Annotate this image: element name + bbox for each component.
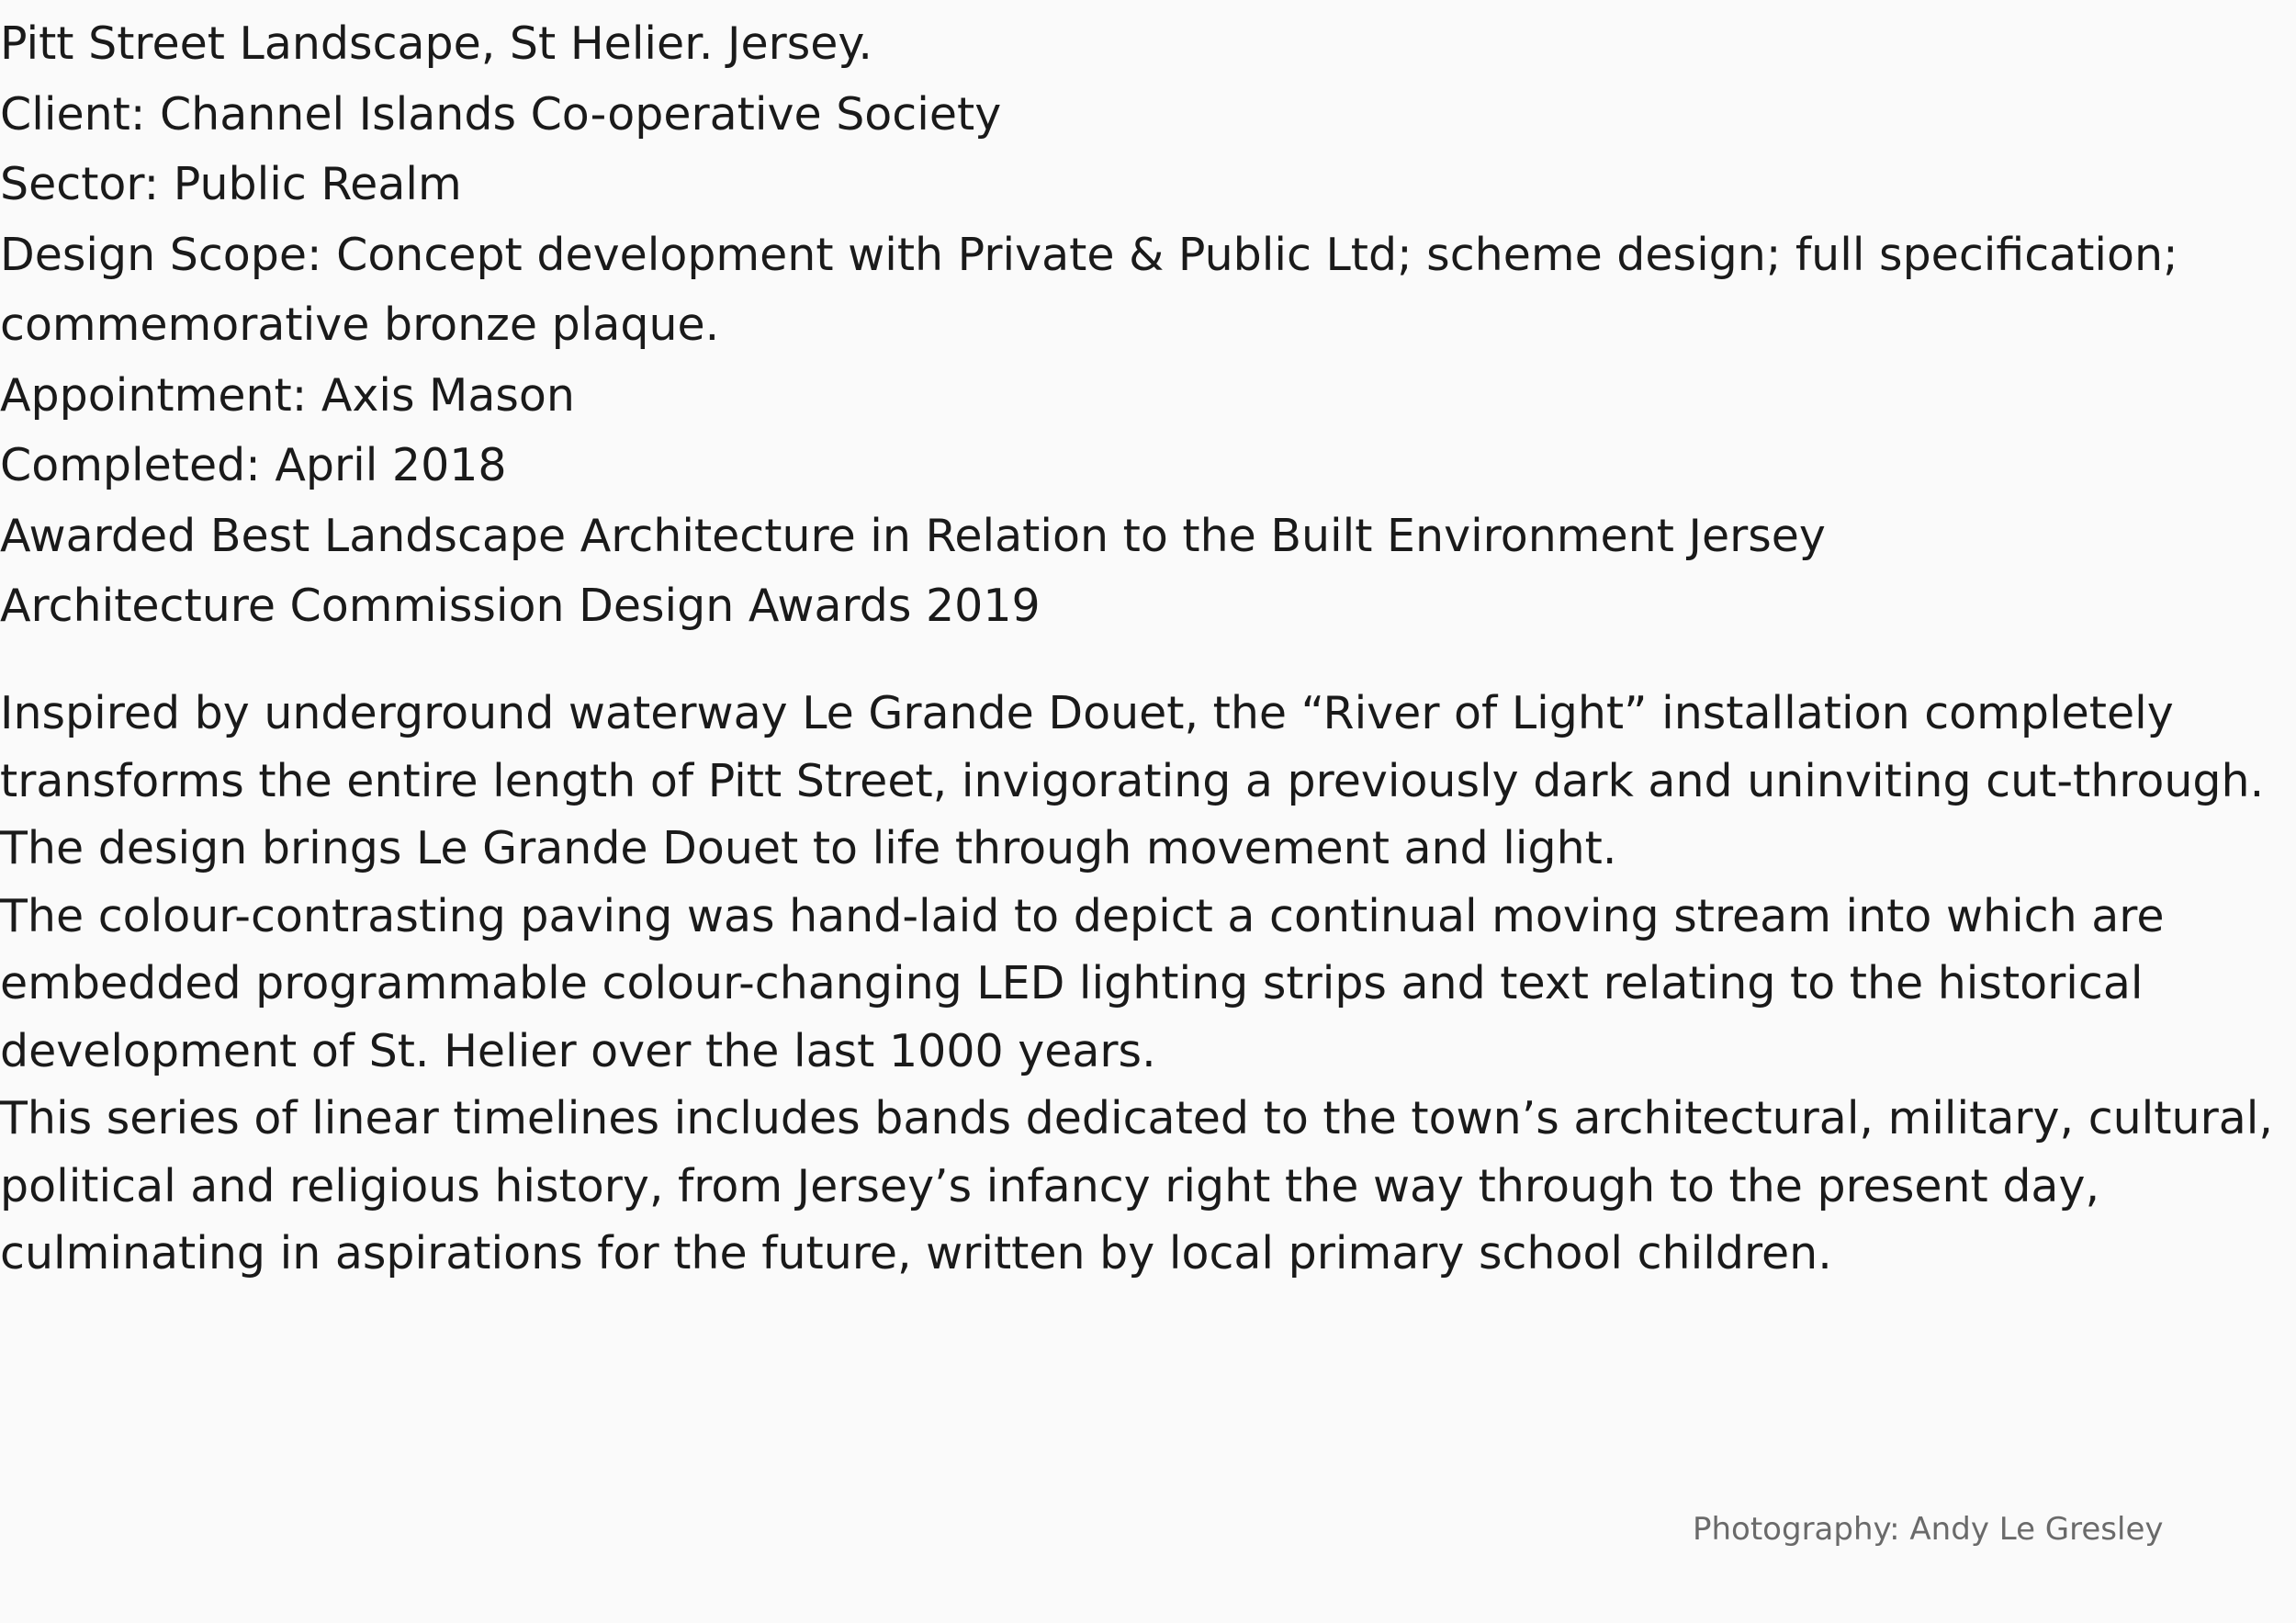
award-line: Awarded Best Landscape Architecture in Relation to the Built Environment Jersey: [0, 509, 1826, 562]
description-line: development of St. Helier over the last 1000 years.: [0, 1024, 1156, 1077]
description-line: transforms the entire length of Pitt Street, invigorating a previously dark and uninviting cut-through.: [0, 754, 2265, 807]
description-line: political and religious history, from Jersey’s infancy right the way through to the present day,: [0, 1159, 2100, 1212]
sector-line: Sector: Public Realm: [0, 158, 462, 210]
appointment-line: Appointment: Axis Mason: [0, 368, 575, 422]
project-title: Pitt Street Landscape, St Helier. Jersey.: [0, 17, 872, 70]
description-line: Inspired by underground waterway Le Grande Douet, the “River of Light” installation completely: [0, 687, 2174, 739]
description-line: embedded programmable colour-changing LED lighting strips and text relating to the historical: [0, 957, 2144, 1009]
description-line: The colour-contrasting paving was hand-laid to depict a continual moving stream into which are: [0, 889, 2165, 942]
completed-line: Completed: April 2018: [0, 439, 507, 491]
description-line: This series of linear timelines includes bands dedicated to the town’s architectural, military, cultural,: [0, 1092, 2273, 1144]
project-details: [0, 9, 2259, 642]
design-scope-line: Design Scope: Concept development with Private & Public Ltd; scheme design; full specification;: [0, 228, 2178, 281]
description-line: The design brings Le Grande Douet to life through movement and light.: [0, 822, 1617, 874]
design-scope-line-continued: commemorative bronze plaque.: [0, 299, 720, 351]
client-line: Client: Channel Islands Co-operative Society: [0, 87, 1002, 141]
project-description: [0, 680, 2278, 1288]
photography-credit: Photography: Andy Le Gresley: [1693, 1511, 2164, 1548]
award-line-continued: Architecture Commission Design Awards 2019: [0, 580, 1041, 632]
description-line: culminating in aspirations for the future, written by local primary school children.: [0, 1227, 1832, 1279]
